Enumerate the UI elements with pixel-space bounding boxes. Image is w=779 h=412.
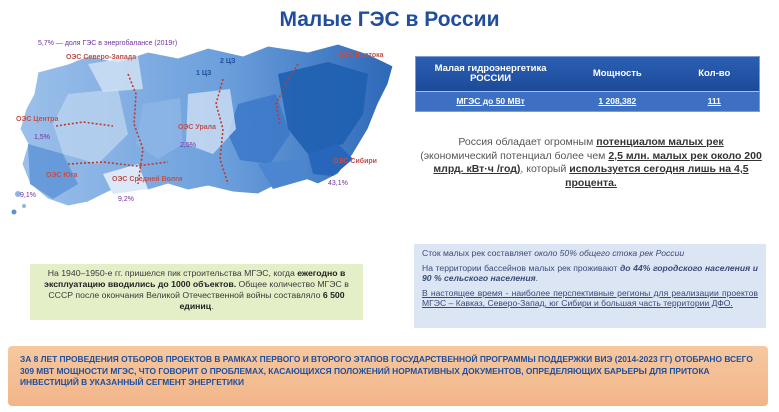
rivers-info-box [414, 244, 766, 328]
potential-bold-3: используется сегодня лишь на 4,5 процента. [565, 163, 749, 189]
pct-oes-yuga: 9,1% [20, 192, 36, 199]
hydro-table [415, 56, 760, 112]
potential-bold-2: 2,5 млн. малых рек около 200 млрд. кВт·ч /год) [433, 149, 762, 175]
page-title: Малые ГЭС в России [279, 8, 500, 31]
pct-oes-srednei-volgi: 9,2% [118, 196, 134, 203]
cell-count: 111 [707, 95, 721, 106]
header-category: Малая гидроэнергетика РОССИИ [434, 62, 547, 84]
potential-text-3: , который [520, 163, 570, 175]
label-2-tz: 2 ЦЗ [220, 58, 236, 65]
runoff-italic: около 50% общего стока рек России [534, 248, 685, 258]
conclusion-box: ЗА 8 ЛЕТ ПРОВЕДЕНИЯ ОТБОРОВ ПРОЕКТОВ В РАМКАХ ПЕРВОГО И ВТОРОГО ЭТАПОВ ГОСУДАРСТВЕННОЙ ПРОГРАММЫ ПОДДЕРЖКИ ВИЭ (2014-2023 ГГ) ОТОБРАНО ВСЕГО 309 МВТ МОЩНОСТИ МГЭС, ЧТО ГОВОРИТ О ПРОБЛЕМАХ, КАСАЮЩИХСЯ ПОЛОЖЕНИЙ НОРМАТИВНЫХ ДОКУМЕНТОВ, ОПРЕДЕЛЯЮЩИХ БАРЬЕРЫ ДЛЯ ПРИТОКА ИНВЕСТИЦИЙ В УКАЗАННЫЙ СЕГМЕНТ ЭНЕРГЕТИКИ [8, 346, 768, 406]
table-row [416, 91, 759, 111]
cell-power: 1 208,382 [598, 95, 637, 106]
label-oes-sibiri: ОЭС Сибири [333, 158, 377, 165]
history-text-2: Общее количество МГЭС в СССР после окончания Великой Отечественной войны составляло [48, 279, 349, 300]
label-oes-srednei-volgi: ОЭС Средней Волги [112, 176, 183, 183]
cell-category: МГЭС до 50 МВт [456, 95, 525, 106]
population-text: На территории бассейнов малых рек проживают [422, 262, 620, 273]
label-oes-centra: ОЭС Центра [16, 116, 59, 123]
potential-text-1: Россия обладает огромным [458, 136, 597, 148]
label-oes-sever-zapad: ОЭС Северо-Запада [66, 54, 137, 61]
history-text-1: На 1940–1950-е гг. пришелся пик строительства МГЭС, когда [47, 268, 298, 278]
header-count: Кол-во [698, 67, 731, 79]
table-header [416, 57, 759, 91]
label-oes-urala: ОЭС Урала [178, 124, 217, 131]
pct-oes-urala: 2,5% [180, 142, 196, 149]
map-legend: 5,7% — доля ГЭС в энергобалансе (2019г) [38, 40, 178, 47]
history-bold-1: ежегодно в эксплуатацию вводились до 1000 объектов. [44, 268, 346, 289]
population-line [422, 263, 758, 284]
pct-oes-sibiri: 43,1% [328, 180, 348, 187]
history-bold-2: 6 500 единиц [179, 290, 345, 311]
history-text-3: . [211, 301, 214, 311]
runoff-text: Сток малых рек составляет [422, 248, 535, 258]
regions-line: В настоящее время - наиболее перспективные регионы для реализации проектов МГЭС – Кавказ, Северо-Запад, юг Сибири и большая часть территории ДФО. [422, 287, 758, 308]
history-box [30, 264, 363, 320]
population-bold: до 44% городского населения и 90 % сельского населения [422, 262, 758, 283]
potential-bold-1: потенциалом малых рек [596, 136, 724, 148]
label-oes-yuga: ОЭС Юга [46, 172, 78, 179]
header-power: Мощность [592, 67, 642, 79]
rivers-runoff-line [422, 248, 758, 259]
label-oes-vostok: ОЭС Востока [338, 52, 384, 59]
population-end: . [535, 273, 539, 283]
potential-text-2: (экономический потенциал более чем [420, 149, 609, 162]
label-1-tz: 1 ЦЗ [196, 70, 212, 77]
potential-paragraph [420, 136, 762, 190]
russia-hydro-map [8, 34, 403, 224]
pct-oes-centra: 1,5% [34, 134, 50, 141]
